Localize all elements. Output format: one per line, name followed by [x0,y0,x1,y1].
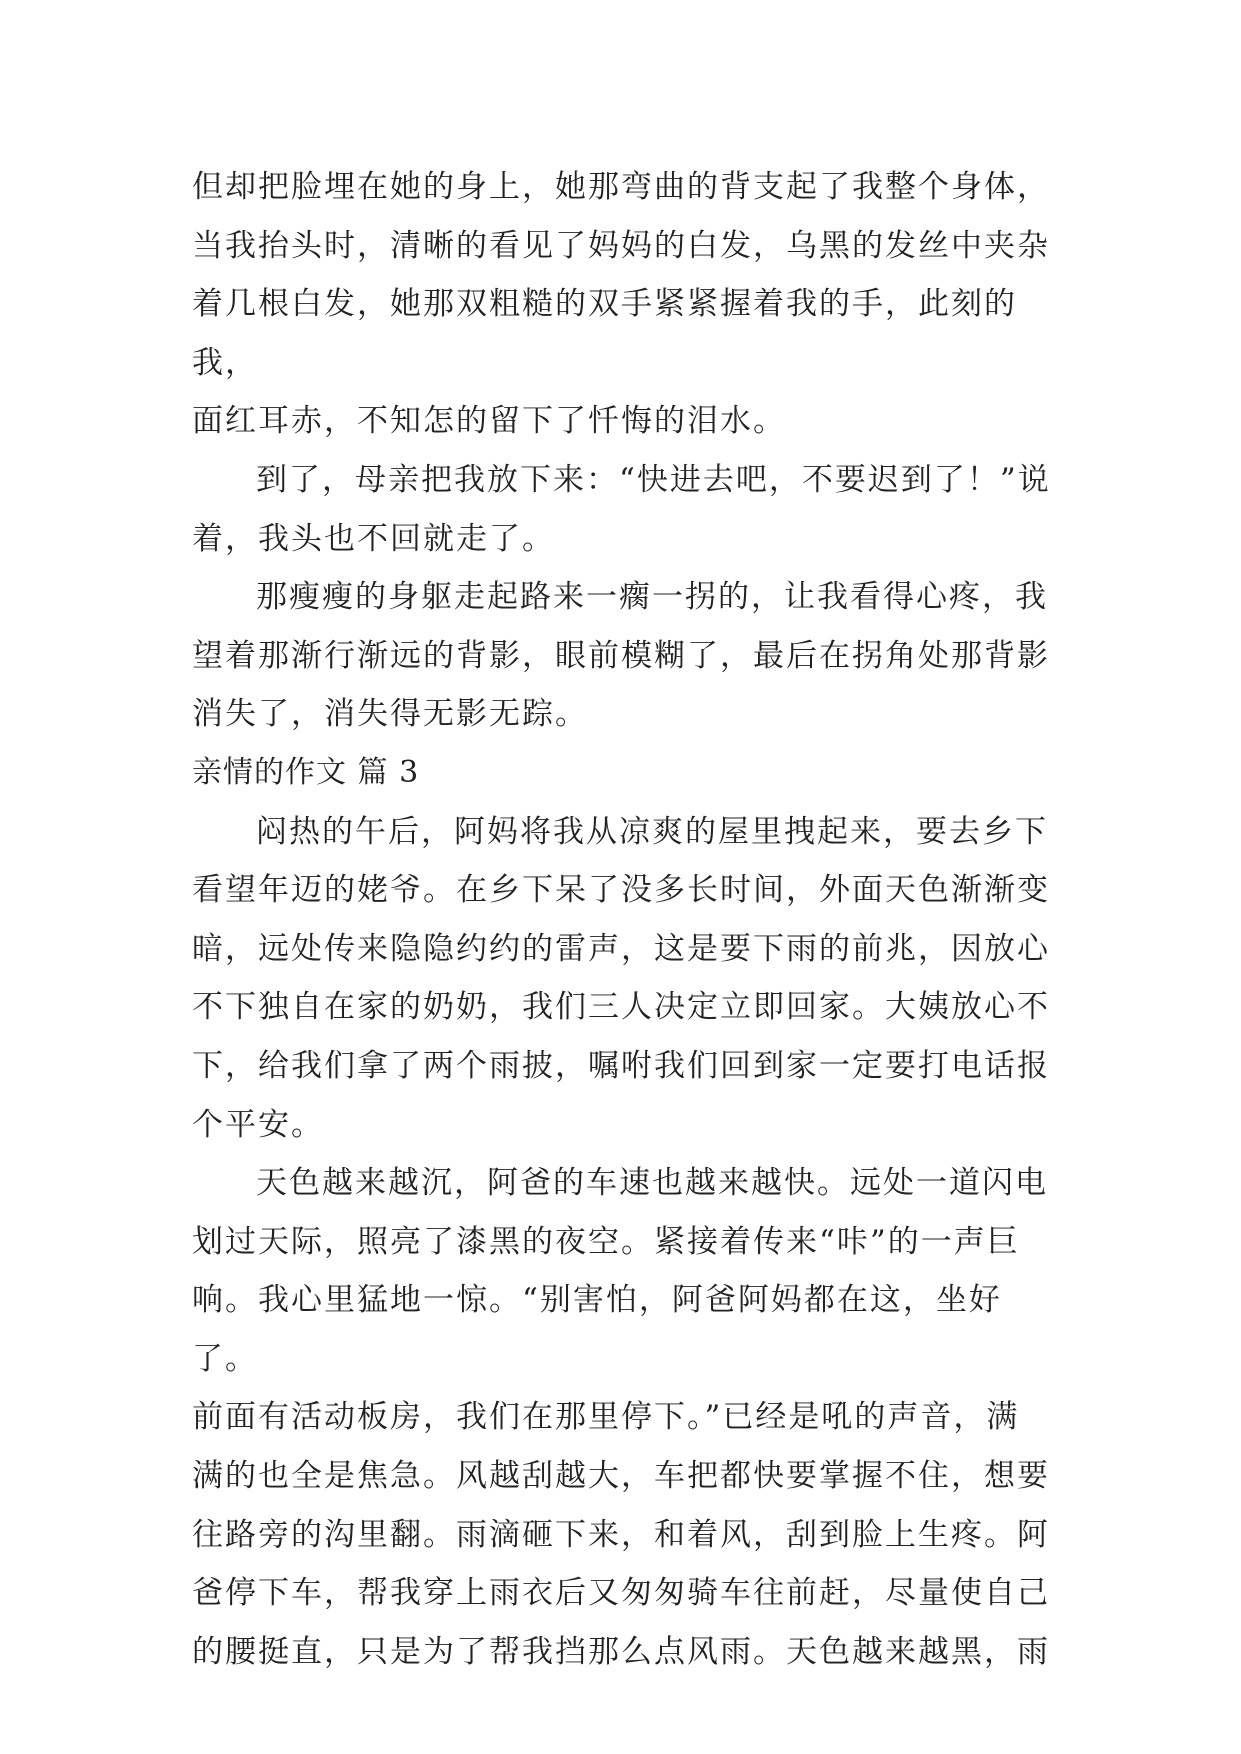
section-heading: 亲情的作文 篇 3 [192,754,420,790]
paragraph-continuation: 但却把脸埋在她的身上，她那弯曲的背支起了我整个身体， 当我抬头时，清晰的看见了妈妈的白发，乌黑的发丝中夹杂 着几根白发，她那双粗糙的双手紧紧握着我的手，此刻的我， 面红耳赤，不知怎的留下了忏悔的泪水。 [192,169,1050,440]
paragraph: 闷热的午后，阿妈将我从凉爽的屋里拽起来，要去乡下 看望年迈的姥爷。在乡下呆了没多长时间，外面天色渐渐变 暗，远处传来隐隐约约的雷声，这是要下雨的前兆，因放心 不下独自在家的奶奶，我们三人决定立即回家。大姨放心不 下，给我们拿了两个雨披，嘱咐我们回到家一定要打电话报 个平安。 [192,813,1050,1143]
paragraph: 那瘦瘦的身躯走起路来一瘸一拐的，让我看得心疼，我 望着那渐行渐远的背影，眼前模糊了，最后在拐角处那背影 消失了，消失得无影无踪。 [192,579,1050,733]
paragraph: 天色越来越沉，阿爸的车速也越来越快。远处一道闪电 划过天际，照亮了漆黑的夜空。紧接着传来“咔”的一声巨 响。我心里猛地一惊。“别害怕，阿爸阿妈都在这，坐好了。 前面有活动板房，我们在那里停下。”已经是吼的声音，满 满的也全是焦急。风越刮越大，车把都快要掌握不住，想要 往路旁的沟里翻。雨滴砸下来，和着风，刮到脸上生疼。阿 爸停下车，帮我穿上雨衣后又匆匆骑车往前赶，尽量使自己 的腰挺直，只是为了帮我挡那么点风雨。天色越来越黑，雨 [192,1165,1050,1670]
document-body [192,158,1062,1681]
paragraph: 到了，母亲把我放下来：“快进去吧，不要迟到了！”说 着，我头也不回就走了。 [192,461,1051,557]
